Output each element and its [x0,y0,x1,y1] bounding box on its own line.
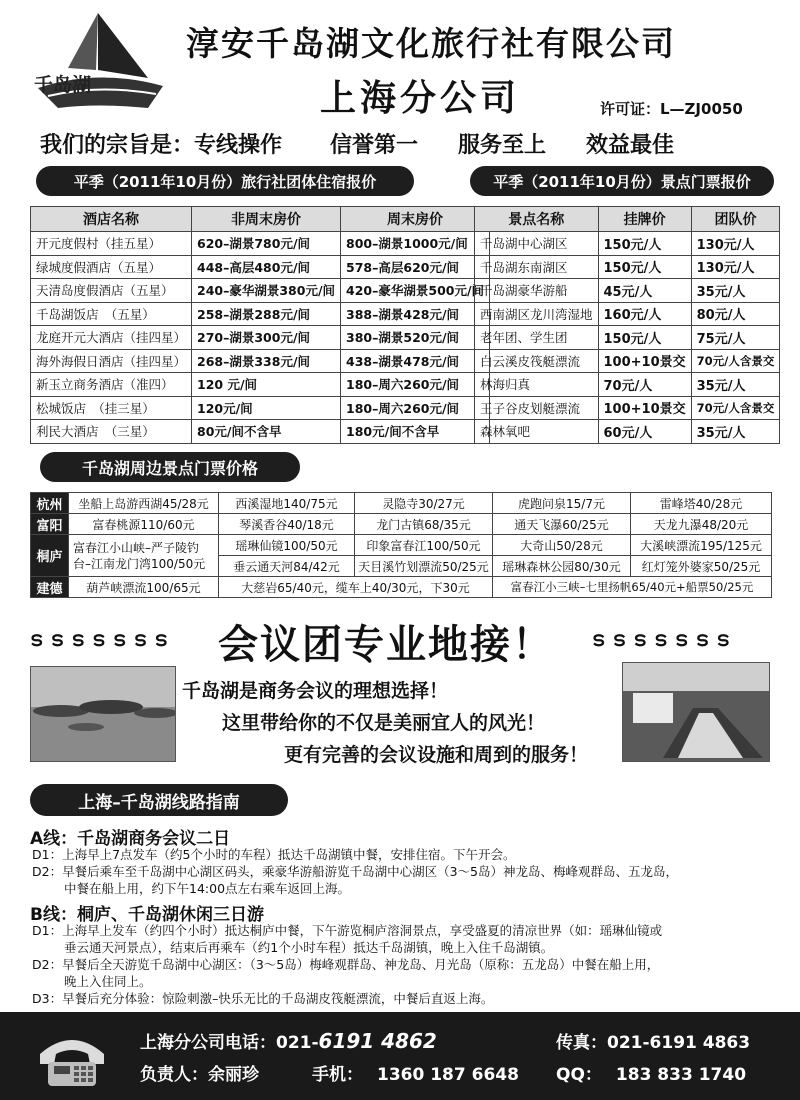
hotel-name: 千岛湖饭店 （五星） [31,302,192,326]
table-header-row [31,207,490,232]
weekday-price: 448–高层480元/间 [192,255,341,279]
itinerary-day: 垂云通天河景点），结束后再乘车（约1个小时车程）抵达千岛湖镇，晚上入住千岛湖镇。 [64,940,554,955]
weekend-price: 578–高层620元/间 [341,255,490,279]
weekend-price: 180–周六260元/间 [341,373,490,397]
phone-number: 6191 4862 [318,1029,437,1053]
itinerary-day: D2：早餐后全天游览千岛湖中心湖区：（3～5岛）梅峰观群岛、神龙岛、月光岛（原称：五龙岛）中餐在船上用， [32,957,660,972]
company-title: 淳安千岛湖文化旅行社有限公司 [186,24,676,63]
spot-price-table [474,206,780,444]
area-spot-price: 瑶琳仙镜100/50元 [219,535,355,556]
pitch-line: 这里带给你的不仅是美丽宜人的风光！ [222,712,546,734]
weekday-price: 270–湖景300元/间 [192,326,341,350]
weekday-price: 268–湖景338元/间 [192,349,341,373]
column-header: 周末房价 [341,207,490,232]
hotel-name: 新玉立商务酒店（准四） [31,373,192,397]
wave-decoration: ട ട ട ട ട ട ട [592,627,730,651]
weekend-price: 438–湖景478元/间 [341,349,490,373]
area-spot-price: 通天飞瀑60/25元 [493,514,631,535]
weekend-price: 420–豪华湖景500元/间 [341,279,490,303]
itinerary-day: 中餐在船上用，约下午14:00点左右乘车返回上海。 [64,881,351,896]
list-price: 100+10景交 [598,396,691,420]
table-row [475,349,780,373]
list-price: 160元/人 [598,302,691,326]
spot-name: 老年团、学生团 [475,326,599,350]
area-spot-price: 西溪湿地140/75元 [219,493,355,514]
header [0,0,800,125]
group-price: 35元/人 [691,420,780,444]
itinerary-day: D1：上海早上发车（约四个小时）抵达桐庐中餐，下午游览桐庐溶洞景点，享受盛夏的清凉世界（如：瑶琳仙镜或 [32,923,663,938]
list-price: 150元/人 [598,326,691,350]
telephone-icon [34,1024,110,1090]
spot-name: 西南湖区龙川湾湿地 [475,302,599,326]
spot-name: 白云溪皮筏艇漂流 [475,349,599,373]
table-row [31,279,490,303]
area-spot-price: 雷峰塔40/28元 [631,493,772,514]
line-a-title: A线：千岛湖商务会议二日 [30,829,231,849]
area-spot-price: 天龙九瀑48/20元 [631,514,772,535]
area-spot-price: 灵隐寺30/27元 [355,493,493,514]
spot-name: 王子谷皮划艇漂流 [475,396,599,420]
line-b-title: B线：桐庐、千岛湖休闲三日游 [30,905,264,925]
area-spot-price: 印象富春江100/50元 [355,535,493,556]
hotel-name: 利民大酒店 （三星） [31,420,192,444]
list-price: 150元/人 [598,232,691,256]
table-row [31,255,490,279]
table-row [475,373,780,397]
spot-name: 千岛湖东南湖区 [475,255,599,279]
table-row [31,577,772,598]
area-spot-price: 虎跑问泉15/7元 [493,493,631,514]
column-header: 挂牌价 [598,207,691,232]
fax-number: 传真：021-6191 4863 [556,1033,751,1053]
hotel-name: 松城饭店 （挂三星） [31,396,192,420]
mobile-number: 1360 187 6648 [377,1065,519,1085]
list-price: 150元/人 [598,255,691,279]
table-header-row [475,207,780,232]
hotel-price-table [30,206,490,444]
group-price: 35元/人 [691,279,780,303]
motto-item: 效益最佳 [586,133,675,158]
phone-label: 上海分公司电话：021- [140,1033,319,1053]
weekday-price: 258–湖景288元/间 [192,302,341,326]
list-price: 70元/人 [598,373,691,397]
license-number: 许可证：L—ZJ0050 [600,100,743,118]
hotel-name: 海外海假日酒店（挂四星） [31,349,192,373]
table-row [31,514,772,535]
group-price: 75元/人 [691,326,780,350]
itinerary-day: 晚上入住同上。 [64,974,152,989]
weekend-price: 388–湖景428元/间 [341,302,490,326]
mobile-line [312,1060,519,1085]
pitch-line: 更有完善的会议设施和周到的服务！ [284,744,589,766]
route-guide-title: 上海–千岛湖线路指南 [30,784,288,816]
branch-title: 上海分公司 [320,78,521,119]
weekend-price: 800–湖景1000元/间 [341,232,490,256]
motto-item: 信誉第一 [330,133,419,158]
table-row [31,493,772,514]
spot-name: 千岛湖中心湖区 [475,232,599,256]
qq-line [556,1060,746,1085]
table-row [31,396,490,420]
spot-name: 千岛湖豪华游船 [475,279,599,303]
table-row [31,420,490,444]
city-label: 杭州 [31,493,69,514]
table-row [31,302,490,326]
area-spot-price: 富春江小山峡–严子陵钓台–江南龙门湾100/50元 [69,535,219,577]
motto-prefix: 我们的宗旨是：专线操作 [40,133,283,158]
list-price: 45元/人 [598,279,691,303]
city-label: 建德 [31,577,69,598]
table-row [475,255,780,279]
spot-section-title: 平季（2011年10月份）景点门票报价 [470,166,774,196]
mobile-label: 手机： [312,1065,363,1085]
hotel-name: 天清岛度假酒店（五星） [31,279,192,303]
column-header: 景点名称 [475,207,599,232]
area-price-table [30,492,772,598]
meeting-room-photo [622,662,770,762]
wave-decoration: ട ട ട ട ട ട ട [30,627,168,651]
area-spot-price: 瑶琳森林公园80/30元 [493,556,631,577]
itinerary-day: D3：早餐后充分体验：惊险刺激–快乐无比的千岛湖皮筏艇漂流，中餐后直返上海。 [32,991,494,1006]
phone-line [140,1028,437,1053]
itinerary-day: D1：上海早上7点发车（约5个小时的车程）抵达千岛湖镇中餐，安排住宿。下午开会。 [32,847,516,862]
table-row [475,302,780,326]
table-row [475,396,780,420]
weekend-price: 180–周六260元/间 [341,396,490,420]
city-label: 富阳 [31,514,69,535]
group-price: 35元/人 [691,373,780,397]
lake-photo-image [31,667,176,762]
group-price: 70元/人含景交 [691,396,780,420]
weekday-price: 80元/间不含早 [192,420,341,444]
area-spot-price: 大奇山50/28元 [493,535,631,556]
area-spot-price: 龙门古镇68/35元 [355,514,493,535]
group-price: 80元/人 [691,302,780,326]
weekend-price: 180元/间不含早 [341,420,490,444]
lake-photo [30,666,176,762]
pitch-line: 千岛湖是商务会议的理想选择！ [182,680,449,702]
table-row [475,420,780,444]
manager-name: 负责人：余丽珍 [140,1065,259,1085]
group-price: 130元/人 [691,232,780,256]
area-spot-price: 富春江小三峡–七里扬帆65/40元+船票50/25元 [493,577,772,598]
qq-label: QQ： [556,1065,602,1085]
area-spot-price: 红灯笼外婆家50/25元 [631,556,772,577]
area-spot-price: 垂云通天河84/42元 [219,556,355,577]
list-price: 60元/人 [598,420,691,444]
table-row [31,232,490,256]
area-spot-price: 富春桃源110/60元 [69,514,219,535]
contact-footer [0,1012,800,1100]
group-price: 130元/人 [691,255,780,279]
area-spot-price: 琴溪香谷40/18元 [219,514,355,535]
meeting-banner [0,605,800,668]
weekday-price: 620–湖景780元/间 [192,232,341,256]
hotel-name: 龙庭开元大酒店（挂四星） [31,326,192,350]
area-spot-price: 天目溪竹划漂流50/25元 [355,556,493,577]
hotel-section-title: 平季（2011年10月份）旅行社团体住宿报价 [36,166,414,196]
table-row [31,373,490,397]
hotel-name: 绿城度假酒店（五星） [31,255,192,279]
sail-logo-icon [28,8,168,118]
motto-item: 服务至上 [458,133,547,158]
weekday-price: 120元/间 [192,396,341,420]
banner-title: 会议团专业地接！ [218,622,554,668]
weekday-price: 240–豪华湖景380元/间 [192,279,341,303]
logo-text: 千岛湖 [34,74,92,96]
table-row [31,349,490,373]
table-row [31,535,772,556]
area-spot-price: 大溪峡漂流195/125元 [631,535,772,556]
group-price: 70元/人含景交 [691,349,780,373]
column-header: 酒店名称 [31,207,192,232]
weekday-price: 120 元/间 [192,373,341,397]
motto [40,128,674,159]
list-price: 100+10景交 [598,349,691,373]
table-row [475,232,780,256]
table-row [475,279,780,303]
area-spot-price: 葫芦峡漂流100/65元 [69,577,219,598]
company-logo [28,8,168,118]
qq-number: 183 833 1740 [615,1065,747,1085]
itinerary-day: D2：早餐后乘车至千岛湖中心湖区码头，乘豪华游船游览千岛湖中心湖区（3～5岛）神龙岛、梅峰观群岛、五龙岛， [32,864,678,879]
weekend-price: 380–湖景520元/间 [341,326,490,350]
area-spot-price: 大慈岩65/40元，缆车上40/30元，下30元 [219,577,493,598]
meeting-room-image [623,663,770,762]
hotel-name: 开元度假村（挂五星） [31,232,192,256]
spot-name: 森林氧吧 [475,420,599,444]
city-label: 桐庐 [31,535,69,577]
column-header: 团队价 [691,207,780,232]
table-row [475,326,780,350]
area-spot-price: 坐船上岛游西湖45/28元 [69,493,219,514]
column-header: 非周末房价 [192,207,341,232]
table-row [31,326,490,350]
spot-name: 林海归真 [475,373,599,397]
area-section-title: 千岛湖周边景点门票价格 [40,452,300,482]
